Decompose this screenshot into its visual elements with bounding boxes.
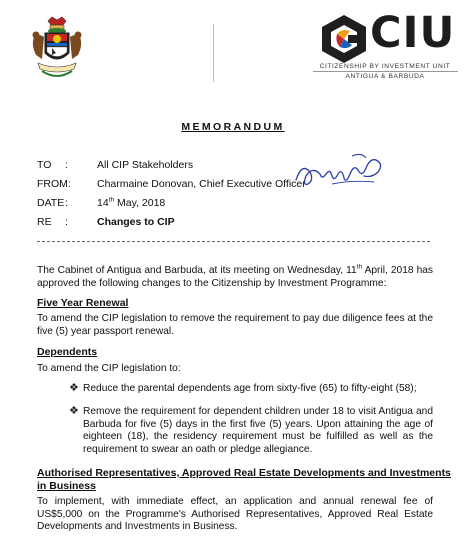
from-label: FROM: [37,178,71,190]
date-colon: : [65,197,68,209]
signature-icon [292,150,388,194]
section-representatives-heading-line2: in Business [37,480,96,492]
section-representatives-heading-line1: Authorised Representatives, Approved Real Estate Developments and Investments [37,467,451,479]
re-label: RE [37,216,52,228]
intro-paragraph: The Cabinet of Antigua and Barbuda, at its meeting on Wednesday, 11th April, 2018 has approved the following changes to the Citizenship by Investment Programme: [37,263,434,289]
header-divider [213,24,214,82]
to-value: All CIP Stakeholders [97,159,194,171]
ciu-tagline-rule [313,71,458,72]
bullet-diamond-icon: ❖ [69,382,79,394]
date-value: 14th May, 2018 [97,196,166,209]
bullet-diamond-icon: ❖ [69,405,79,417]
re-colon: : [65,216,68,228]
ciu-country: ANTIGUA & BARBUDA [345,73,425,80]
header-separator [37,241,430,242]
dependents-bullet-2: Remove the requirement for dependent children under 18 to visit Antigua and Barbuda for five (5) days in the first five (5) years. Upon attaining the age of eighteen (18), the residency requirement must be fulfilled as well as the requirement to swear an oath or pledge allegiance. [83,406,433,455]
section-five-year-renewal-text: To amend the CIP legislation to remove the requirement to pay due diligence fees at the five (5) year passport renewal. [37,313,433,337]
section-representatives-text: To implement, with immediate effect, an application and annual renewal fee of US$5,000 on the Programme's Authorised Representatives, Approved Real Estate Developments and Investments in Business. [37,496,433,533]
from-value: Charmaine Donovan, Chief Executive Officer [97,178,306,190]
ciu-logo-text: CIU [370,8,456,58]
dependents-bullet-1: Reduce the parental dependents age from sixty-five (65) to fifty-eight (58); [83,383,417,394]
coat-of-arms-icon [28,15,86,83]
section-five-year-renewal-heading: Five Year Renewal [37,297,129,309]
re-value: Changes to CIP [97,216,175,228]
to-label: TO [37,159,52,171]
ciu-logo-icon [320,14,368,64]
ciu-tagline: CITIZENSHIP BY INVESTMENT UNIT [319,63,451,70]
date-label: DATE [37,197,65,209]
section-dependents-heading: Dependents [37,346,98,358]
memo-title: MEMORANDUM [181,121,285,133]
section-dependents-intro: To amend the CIP legislation to: [37,363,181,374]
to-colon: : [65,159,68,171]
